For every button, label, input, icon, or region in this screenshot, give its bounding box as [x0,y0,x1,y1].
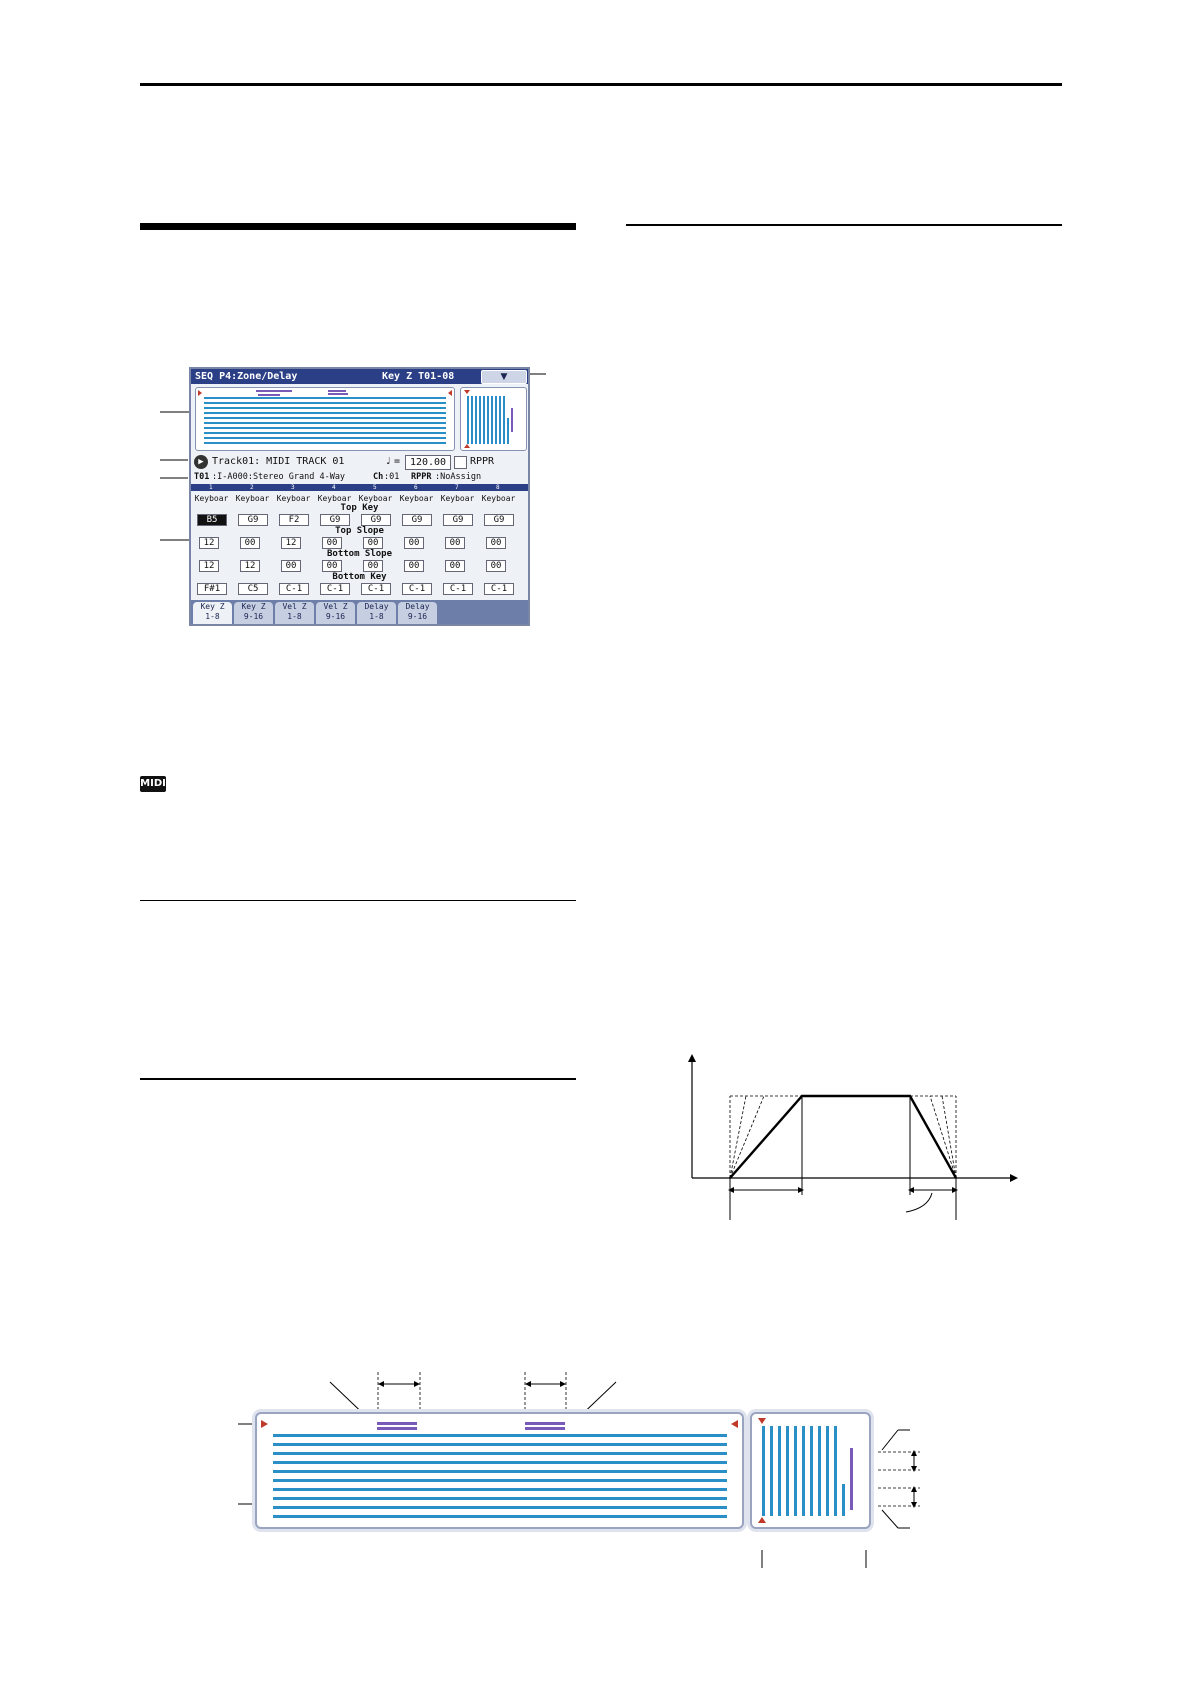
zone-bar [499,396,501,444]
tempo-field[interactable]: 120.00 [405,455,451,470]
velocity-zone-graphic [460,387,527,451]
right-scroll-icon [448,390,452,396]
tab-label: 9-16 [407,612,428,621]
tab-label: 9-16 [243,612,264,621]
top-slope-field[interactable]: 00 [445,537,465,549]
slope-bar [328,390,346,392]
key-zone-bars [196,388,454,450]
zone-bar [802,1426,805,1516]
tab-label: Vel Z [282,602,307,611]
track-info-program: :I-A000:Stereo Grand 4-Way [212,472,346,482]
velocity-zone-detail-bars [752,1414,869,1527]
right-section-rule [626,224,1062,226]
down-scroll-icon [464,444,470,448]
slope-bar [525,1427,565,1430]
tab-label: Key Z [241,602,266,611]
bottom-slope-field[interactable]: 00 [404,560,424,572]
track-status[interactable]: Keyboar [276,494,311,503]
track-status[interactable]: Keyboar [481,494,516,503]
zone-bar [778,1426,781,1516]
bottom-slope-field[interactable]: 00 [486,560,506,572]
zone-bar [204,417,446,419]
section-heading-rule [140,223,576,230]
slope-bar [525,1422,565,1425]
slope-bar [377,1422,417,1425]
zone-bar [204,397,446,399]
slope-bar [850,1448,853,1510]
arrow-icon [414,1381,420,1387]
zone-bar [826,1426,829,1516]
tab-delay-9-16[interactable] [398,602,437,624]
top-slope-field[interactable]: 00 [240,537,260,549]
zone-bar [503,396,505,444]
bottom-slope-field[interactable]: 12 [199,560,219,572]
arrow-icon [911,1450,917,1456]
slope-bar [258,394,280,396]
zone-bar [273,1488,727,1491]
x-axis-arrow-icon [1010,1174,1018,1182]
top-slope-field[interactable]: 00 [322,537,342,549]
track-number: 5 [373,484,377,491]
zone-bar [483,396,485,444]
top-slope-field[interactable]: 00 [363,537,383,549]
track-status[interactable]: Keyboar [358,494,393,503]
tab-label: Delay [364,602,389,611]
top-slope-field[interactable]: 00 [486,537,506,549]
velocity-zone-bars [461,388,526,450]
header-rule [140,83,1062,86]
zone-bar [834,1426,837,1516]
bottom-slope-label: Bottom Slope [326,549,393,559]
zone-bar [273,1470,727,1473]
zone-bar [842,1484,845,1516]
callout-leader [882,1510,898,1528]
tab-vel-z-1-8[interactable] [275,602,314,624]
slope-bar [256,390,292,392]
zone-bar [467,396,469,444]
callout-leader [882,1430,898,1450]
tab-key-z-9-16[interactable] [234,602,273,624]
zone-bar [479,396,481,444]
top-slope-field[interactable]: 12 [281,537,301,549]
arrow-icon [911,1466,917,1472]
zone-bar [204,442,446,444]
up-scroll-icon [758,1418,766,1424]
track-number: 4 [332,484,336,491]
left-scroll-icon [261,1420,268,1428]
top-key-field[interactable]: G9 [443,514,473,526]
arrow-icon [525,1381,531,1387]
zone-bar [475,396,477,444]
top-key-field[interactable]: G9 [484,514,514,526]
track-number: 3 [291,484,295,491]
top-slope-field[interactable]: 12 [199,537,219,549]
tab-label: Vel Z [323,602,348,611]
slope-diagram [680,1050,1020,1225]
midi-badge: MIDI [140,776,166,792]
top-slope-field[interactable]: 00 [404,537,424,549]
tab-label: 9-16 [325,612,346,621]
tab-vel-z-9-16[interactable] [316,602,355,624]
tab-label: Delay [405,602,430,611]
zone-bar [507,418,509,444]
track-info-rppr-label: RPPR [411,472,432,482]
track-number-header [191,484,528,491]
top-key-field[interactable]: G9 [238,514,268,526]
track-status[interactable]: Keyboar [194,494,229,503]
slope-bar [511,408,513,432]
tab-delay-1-8[interactable] [357,602,396,624]
zone-bar [273,1515,727,1518]
track-status[interactable]: Keyboar [235,494,270,503]
bottom-key-field[interactable]: C-1 [279,583,309,595]
zone-bar [204,437,446,439]
track-number: 2 [250,484,254,491]
tab-label: 1-8 [369,612,384,621]
tempo-note-icon: ♩ [385,456,392,467]
rppr-checkbox-label: RPPR [470,456,495,467]
top-key-field[interactable]: B5 [197,514,227,526]
velocity-zone-detail [750,1412,871,1529]
zone-bar [818,1426,821,1516]
page-title: SEQ P4:Zone/Delay [195,371,298,382]
zone-bar [770,1426,773,1516]
bottom-key-field[interactable]: C-1 [484,583,514,595]
top-key-field[interactable]: F2 [279,514,309,526]
track-number: 7 [455,484,459,491]
top-slope-label: Top Slope [335,526,384,536]
bottom-key-field[interactable]: C-1 [361,583,391,595]
zone-bar [204,412,446,414]
arrow-icon [911,1502,917,1508]
alt-slopes [730,1096,956,1178]
arrow-icon [798,1187,804,1193]
zone-bar [204,432,446,434]
zone-bar [273,1479,727,1482]
zone-bar [204,407,446,409]
tab-label: 1-8 [287,612,302,621]
bottom-slope-field[interactable]: 00 [281,560,301,572]
zone-bar [273,1506,727,1509]
track-info-rppr-value: :NoAssign [435,472,482,482]
bottom-key-field[interactable]: C-1 [320,583,350,595]
key-zone-detail [255,1412,744,1529]
track-select-row [191,454,528,470]
tab-label: Key Z [200,602,225,611]
bottom-key-field[interactable]: F#1 [197,583,227,595]
zone-bar [762,1426,765,1516]
left-scroll-icon [198,390,202,396]
zone-bar [204,402,446,404]
bottom-key-field[interactable]: C-1 [402,583,432,595]
bottom-slope-field[interactable]: 00 [322,560,342,572]
bottom-key-field[interactable]: C-1 [443,583,473,595]
slope-bar [377,1427,417,1430]
zone-bar [495,396,497,444]
zone-bar [471,396,473,444]
track-info-track: T01 [194,472,210,482]
arrow-icon [378,1381,384,1387]
arrow-icon [908,1187,914,1193]
zone-bar [273,1434,727,1437]
arrow-icon [560,1381,566,1387]
track-status[interactable]: Keyboar [399,494,434,503]
track-status[interactable]: Keyboar [440,494,475,503]
lcd-title-bar [191,369,528,384]
page-tabs [191,600,528,626]
top-key-field[interactable]: G9 [402,514,432,526]
top-key-field[interactable]: G9 [361,514,391,526]
top-key-field[interactable]: G9 [320,514,350,526]
zone-bar [204,422,446,424]
callout-leader [906,1193,932,1212]
rppr-checkbox[interactable] [454,456,467,469]
track-status[interactable]: Keyboar [317,494,352,503]
down-scroll-icon [758,1517,766,1523]
tempo-equals: = [394,456,401,467]
zone-bar [204,427,446,429]
zone-envelope [730,1096,956,1178]
zone-bar [491,396,493,444]
section-rule [140,1078,576,1080]
top-key-label: Top Key [340,503,379,513]
track-info-ch-label: Ch [373,472,384,482]
bottom-key-field[interactable]: C5 [238,583,268,595]
right-scroll-icon [731,1420,738,1428]
lcd-screen [189,367,530,626]
zone-bar [273,1461,727,1464]
tab-key-z-1-8[interactable] [193,602,232,624]
bottom-slope-field[interactable]: 00 [363,560,383,572]
up-scroll-icon [464,390,470,394]
arrow-icon [952,1187,958,1193]
tab-label: 1-8 [205,612,220,621]
bottom-slope-field[interactable]: 00 [445,560,465,572]
y-axis-arrow-icon [688,1054,696,1062]
arrow-icon [728,1187,734,1193]
zone-bar [810,1426,813,1516]
track-select-popup-icon[interactable]: ▶ [194,455,208,469]
track-number: 8 [496,484,500,491]
bottom-key-label: Bottom Key [332,572,387,582]
track-select[interactable]: Track01: MIDI TRACK 01 [212,456,345,467]
page-label: Key Z T01-08 [382,371,455,382]
track-info-row [191,471,528,483]
zone-bar [273,1497,727,1500]
section-rule [140,900,576,901]
key-zone-detail-bars [257,1414,742,1527]
bottom-slope-field[interactable]: 12 [240,560,260,572]
track-number: 6 [414,484,418,491]
zone-bar [487,396,489,444]
zone-bar [273,1443,727,1446]
track-info-ch-value: :01 [384,472,400,482]
arrow-icon [911,1486,917,1492]
zone-bar [786,1426,789,1516]
zone-bar [794,1426,797,1516]
zone-bar [273,1452,727,1455]
slope-bar [328,393,348,395]
page-menu-button[interactable]: ▼ [481,370,527,384]
key-zone-graphic [195,387,455,451]
track-number: 1 [209,484,213,491]
